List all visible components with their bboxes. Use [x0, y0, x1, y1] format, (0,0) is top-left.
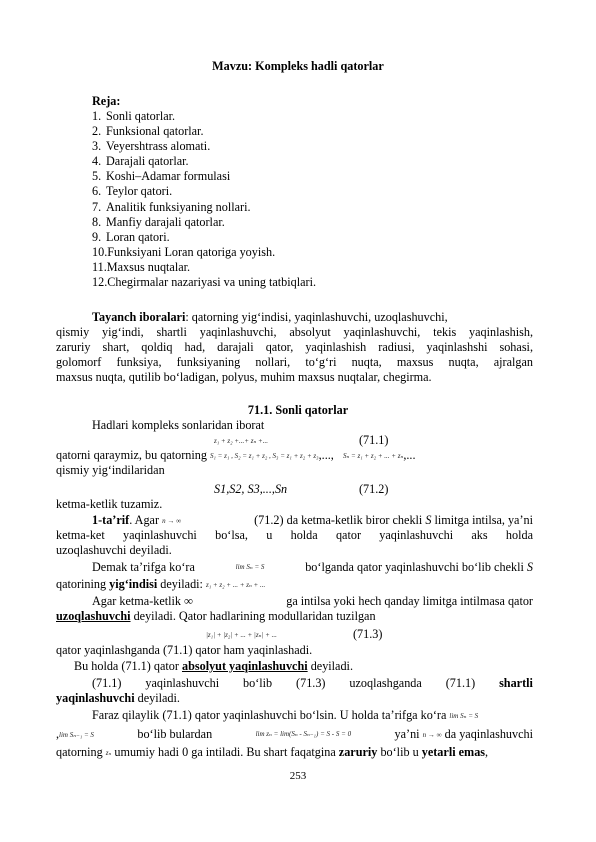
formula-2: S₁ = z₁ , S₂ = z₁ + z₂ , S₃ = z₁ + z₂ + z₃: [210, 451, 319, 460]
n-to-infinity: n → ∞: [162, 516, 182, 525]
plan-item: [92, 200, 316, 215]
divergence-line: Agar ketma-ketlik ∞ ga intilsa yoki hech qanday limitga intilmasa qator: [92, 594, 533, 608]
n-to-infinity-2: n → ∞: [422, 730, 442, 739]
definition-line-2: ketma-ket yaqinlashuvchi bo‘lsa, u holda qator yaqinlashuvchi aks holda: [56, 528, 533, 542]
plan-item-text: Chegirmalar nazariyasi va uning tatbiqlari.: [107, 275, 317, 290]
limit-formula-1: lim Sₙ = S: [235, 563, 265, 571]
plan-heading: Reja:: [92, 94, 121, 108]
plan-item: [92, 245, 316, 260]
page-number: 253: [289, 770, 307, 782]
conditional-term: yaqinlashuvchi: [56, 691, 135, 705]
plan-item: [92, 215, 316, 230]
limit-formula-3: lim Sₙ₋₁ = S: [59, 730, 94, 739]
conditional-word: yaqinlashuvchi: [145, 676, 220, 690]
conditional-word: (71.3): [296, 676, 326, 690]
formula-series: [214, 433, 268, 449]
eq-number-1: (71.1): [359, 433, 389, 447]
definition-line-1: 1-ta’rif. Agar n → ∞ (71.2) da ketma-ketlik biror chekli S limitga intilsa, ya’ni: [92, 513, 533, 527]
absolute-line: Bu holda (71.1) qator absolyut yaqinlashuvchi deyiladi.: [74, 659, 353, 673]
definition-line-3: uzoqlashuvchi deyiladi.: [56, 543, 172, 557]
plan-item-number: 11.: [92, 259, 107, 274]
plan-item: [92, 169, 316, 184]
limit-formula-2: lim Sₙ = S: [449, 711, 479, 720]
plan-item-text: Maxsus nuqtalar.: [106, 259, 191, 274]
plan-item: [92, 139, 316, 154]
formula-5: |z₁| + |z₂| + ... + |zₙ| + ...: [206, 630, 277, 639]
divergent-term: uzoqlashuvchi: [56, 609, 131, 623]
not-sufficient-term: yetarli emas: [421, 745, 486, 759]
plan-item-number: 3.: [92, 139, 102, 154]
plan-item-text: Sonli qatorlar.: [106, 109, 176, 123]
keywords-line-1: [92, 310, 533, 325]
text-sequence: ketma-ketlik tuzamiz.: [56, 497, 163, 511]
plan-item-text: Funksional qatorlar.: [106, 124, 204, 139]
plan-item: [92, 184, 316, 199]
plan-item-text: Veyershtrass alomati.: [106, 139, 211, 154]
conditional-line: [92, 676, 533, 691]
plan-item: [92, 275, 316, 290]
conditional-word: (71.1): [92, 676, 122, 690]
plan-item-number: 10.: [92, 244, 108, 259]
assume-line: Faraz qilaylik (71.1) qator yaqinlashuvchi bo‘lsin. U holda ta’rifga ko‘ra lim Sₙ = S: [92, 708, 479, 722]
plan-item-number: 6.: [92, 184, 102, 199]
divergence-line-2: uzoqlashuvchi deyiladi. Qator hadlarining modullaridan tuzilgan: [56, 609, 376, 623]
plan-item-number: 4.: [92, 154, 102, 169]
sequence-formula: S1,S2, S3,...,Sn: [214, 482, 288, 496]
section-heading: 71.1. Sonli qatorlar: [247, 403, 349, 417]
plan-item-text: Manfiy darajali qatorlar.: [106, 214, 225, 229]
sum-definition-line: qatorining yig‘indisi deyiladi: z₁ + z₂ + ... + zₙ + ...: [56, 577, 266, 591]
text-intro: Hadlari kompleks sonlaridan iborat: [92, 418, 265, 432]
conditional-word: (71.1): [445, 676, 476, 690]
necessary-line: qatorning zₙ umumiy hadi 0 ga intiladi. Bu shart faqatgina zaruriy bo‘lib u yetarli emas,: [56, 745, 489, 759]
plan-list: [92, 109, 316, 290]
plan-item: [92, 154, 316, 169]
plan-item: [92, 124, 316, 139]
formula-4: z₁ + z₂ + ... + zₙ + ...: [206, 580, 266, 589]
keywords-line-3: zaruriy shart, qoldiq had, darajali qator, yaqinlashish radiusi, yaqinlashshi sohasi,: [56, 340, 533, 354]
conditional-line-2: yaqinlashuvchi deyiladi.: [56, 691, 180, 705]
keywords-line-5: maxsus nuqta, qutilib bo‘ladigan, polyus, muhim maxsus nuqtalar, chegirma.: [56, 370, 432, 384]
plan-item: [92, 109, 316, 124]
limit-formula-4: lim zₙ = lim(Sₙ - Sₙ₋₁) = S - S = 0: [255, 730, 352, 738]
plan-item-number: 8.: [92, 214, 102, 229]
limit-line: ,lim Sₙ₋₁ = S bo‘lib bulardan lim zₙ = lim(Sₙ - Sₙ₋₁) = S - S = 0 ya’ni n → ∞ da yaqinlashuvchi: [56, 727, 533, 741]
formula-1: z₁ + z₂ +...+ zₙ +...: [214, 436, 269, 445]
keywords-line-4: golomorf funksiya, funksiyaning nollari, to‘g‘ri nuqta, maxsus nuqta, ajralgan: [56, 355, 533, 369]
sum-line: Demak ta’rifga ko‘ra lim Sₙ = S bo‘lganda qator yaqinlashuvchi bo‘lib chekli S: [92, 560, 533, 574]
plan-item-number: 5.: [92, 169, 102, 184]
plan-item-text: Loran qatori.: [106, 229, 170, 244]
plan-item-text: Darajali qatorlar.: [106, 154, 189, 169]
formula-3: Sₙ = z₁ + z₂ + ... + zₙ: [342, 451, 404, 460]
plan-item: [92, 230, 316, 245]
necessary-term: zaruriy: [338, 745, 378, 759]
plan-item-number: 7.: [92, 199, 102, 214]
plan-item-text: Analitik funksiyaning nollari.: [106, 199, 251, 214]
plan-item-number: 1.: [92, 109, 102, 123]
keywords-line-2: qismiy yig‘indi, shartli yaqinlashuvchi, absolyut yaqinlashuvchi, tekis yaqinlashish,: [56, 325, 533, 339]
keywords-label: Tayanch iboralari: [92, 310, 186, 324]
text-abs-1: qator yaqinlashganda (71.1) qator ham yaqinlashadi.: [56, 643, 313, 657]
keywords-text: : qatorning yig‘indisi, yaqinlashuvchi, uzoqlashuvchi,: [185, 310, 448, 324]
page-title: Mavzu: Kompleks hadli qatorlar: [212, 59, 384, 73]
eq-number-2: (71.2): [359, 482, 389, 496]
sum-term: yig‘indisi: [109, 577, 158, 591]
absolute-term: absolyut yaqinlashuvchi: [181, 659, 308, 673]
plan-item-number: 12.: [92, 275, 108, 290]
conditional-word: shartli: [499, 676, 533, 690]
definition-label: 1-ta’rif: [92, 513, 130, 527]
plan-item-number: 9.: [92, 229, 102, 244]
eq-number-3: (71.3): [353, 627, 383, 641]
plan-item-text: Teylor qatori.: [106, 184, 173, 199]
conditional-word: bo‘lib: [243, 676, 273, 690]
conditional-word: uzoqlashganda: [349, 676, 422, 690]
plan-item-text: Funksiyani Loran qatoriga yoyish.: [107, 244, 276, 259]
partial-sums-line: qatorni qaraymiz, bu qatorning S₁ = z₁ , S₂ = z₁ + z₂ , S₃ = z₁ + z₂ + z₃,..., Sₙ = z₁ + z₂ + ... + zₙ,...: [56, 448, 416, 462]
plan-item-number: 2.: [92, 124, 102, 139]
plan-item-text: Koshi–Adamar formulasi: [106, 169, 231, 184]
plan-item: [92, 260, 316, 275]
formula-modulus-series: [206, 627, 277, 643]
general-term: zₙ: [105, 748, 112, 757]
text-partial-sums: qismiy yig‘indilaridan: [56, 463, 165, 477]
